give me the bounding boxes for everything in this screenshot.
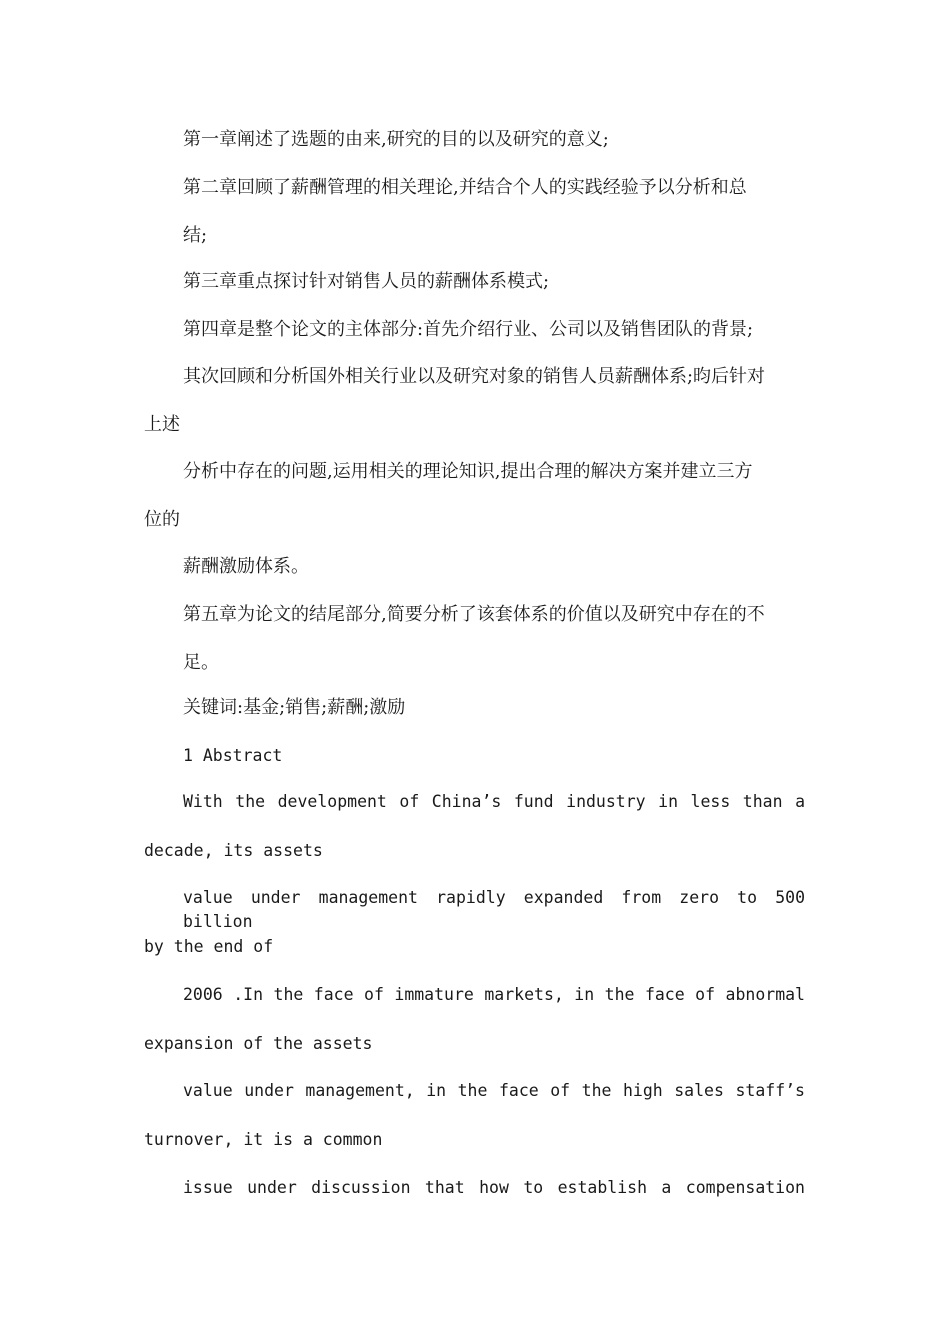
chapter-4-line-3: 分析中存在的问题,运用相关的理论知识,提出合理的解决方案并建立三方 <box>183 461 753 482</box>
abstract-line: issue under discussion that how to establish a compensation <box>183 1178 805 1197</box>
abstract-line-wrap: turnover, it is a common <box>144 1130 383 1149</box>
chapter-4-line-4: 薪酬激励体系。 <box>183 556 309 577</box>
abstract-line: 2006 .In the face of immature markets, in the face of abnormal <box>183 985 805 1004</box>
chapter-4-line: 第四章是整个论文的主体部分:首先介绍行业、公司以及销售团队的背景; <box>183 319 754 340</box>
abstract-line-wrap: by the end of <box>144 937 274 956</box>
abstract-line: value under management, in the face of the high sales staff’s <box>183 1081 805 1100</box>
chapter-2-line-cont: 结; <box>183 225 208 246</box>
chapter-4-line-2-wrap: 上述 <box>144 414 180 435</box>
abstract-line: value under management rapidly expanded from zero to 500 billion <box>183 888 805 931</box>
chapter-5-line-cont: 足。 <box>183 652 219 673</box>
abstract-heading: 1 Abstract <box>183 746 283 765</box>
keywords-line: 关键词:基金;销售;薪酬;激励 <box>183 697 406 718</box>
chapter-2-line: 第二章回顾了薪酬管理的相关理论,并结合个人的实践经验予以分析和总 <box>183 177 747 198</box>
abstract-line: With the development of China’s fund industry in less than a <box>183 792 805 811</box>
chapter-5-line: 第五章为论文的结尾部分,简要分析了该套体系的价值以及研究中存在的不 <box>183 604 765 625</box>
chapter-4-line-2: 其次回顾和分析国外相关行业以及研究对象的销售人员薪酬体系;昀后针对 <box>183 366 766 387</box>
abstract-line-wrap: decade, its assets <box>144 841 323 860</box>
abstract-line-wrap: expansion of the assets <box>144 1034 373 1053</box>
chapter-1-line: 第一章阐述了选题的由来,研究的目的以及研究的意义; <box>183 129 609 150</box>
chapter-3-line: 第三章重点探讨针对销售人员的薪酬体系模式; <box>183 271 550 292</box>
chapter-4-line-3-wrap: 位的 <box>144 509 180 530</box>
